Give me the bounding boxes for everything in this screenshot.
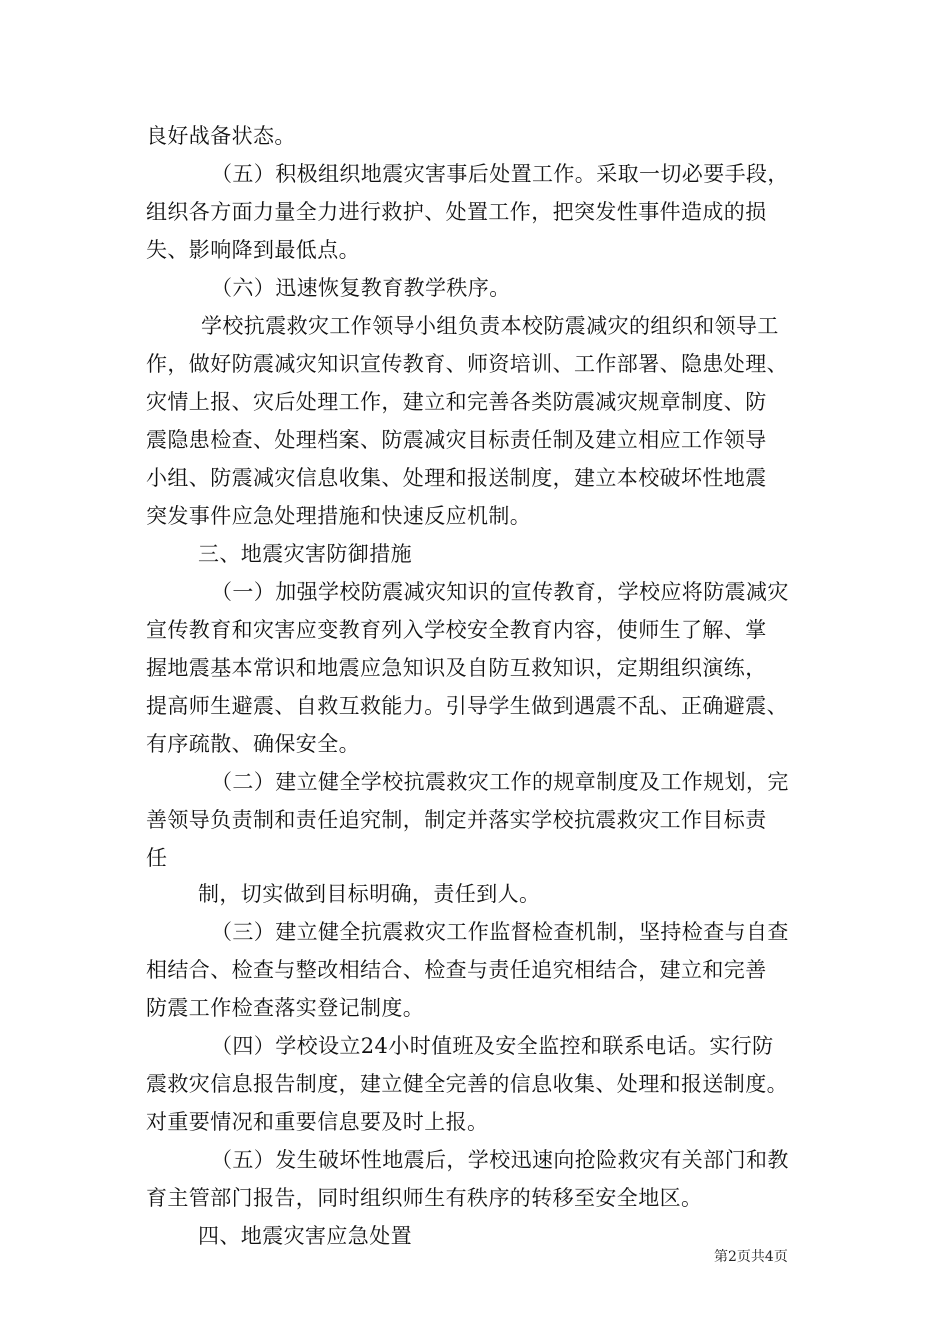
text-line: 防震工作检查落实登记制度。 xyxy=(146,996,425,1020)
text-line: 制，切实做到目标明确，责任到人。 xyxy=(198,882,541,906)
text-line: 有序疏散、确保安全。 xyxy=(146,732,360,756)
text-line: 握地震基本常识和地震应急知识及自防互救知识，定期组织演练， xyxy=(146,656,767,680)
text-line: （六）迅速恢复教育教学秩序。 xyxy=(211,276,511,300)
page-number: 第2页共4页 xyxy=(714,1249,788,1265)
text-line: 灾情上报、灾后处理工作，建立和完善各类防震减灾规章制度、防 xyxy=(146,390,767,414)
text-line: 小组、防震减灾信息收集、处理和报送制度，建立本校破坏性地震 xyxy=(146,466,767,490)
section-heading: 四、地震灾害应急处置 xyxy=(198,1224,412,1248)
text-line: 失、影响降到最低点。 xyxy=(146,238,360,262)
text-line: （四）学校设立24小时值班及安全监控和联系电话。实行防 xyxy=(211,1034,774,1058)
text-line: 任 xyxy=(146,846,168,870)
text-line: 突发事件应急处理措施和快速反应机制。 xyxy=(146,504,532,528)
text-line: 善领导负责制和责任追究制，制定并落实学校抗震救灾工作目标责 xyxy=(146,808,767,832)
text-line: 相结合、检查与整改相结合、检查与责任追究相结合，建立和完善 xyxy=(146,958,767,982)
text-line: （五）积极组织地震灾害事后处置工作。采取一切必要手段， xyxy=(211,162,789,186)
text-line: 良好战备状态。 xyxy=(146,124,296,148)
text-line: 组织各方面力量全力进行救护、处置工作，把突发性事件造成的损 xyxy=(146,200,767,224)
text-line: 提高师生避震、自救互救能力。引导学生做到遇震不乱、正确避震、 xyxy=(146,694,788,718)
text-line: （二）建立健全学校抗震救灾工作的规章制度及工作规划，完 xyxy=(211,770,789,794)
text-line: （一）加强学校防震减灾知识的宣传教育，学校应将防震减灾 xyxy=(211,580,789,604)
text-line: 学校抗震救灾工作领导小组负责本校防震减灾的组织和领导工 xyxy=(201,314,779,338)
text-line: 作，做好防震减灾知识宣传教育、师资培训、工作部署、隐患处理、 xyxy=(146,352,788,376)
text-line: （五）发生破坏性地震后，学校迅速向抢险救灾有关部门和教 xyxy=(211,1148,789,1172)
text-line: （三）建立健全抗震救灾工作监督检查机制，坚持检查与自查 xyxy=(211,920,789,944)
text-line: 宣传教育和灾害应变教育列入学校安全教育内容，使师生了解、掌 xyxy=(146,618,767,642)
text-line: 震隐患检查、处理档案、防震减灾目标责任制及建立相应工作领导 xyxy=(146,428,767,452)
section-heading: 三、地震灾害防御措施 xyxy=(198,542,412,566)
text-line: 对重要情况和重要信息要及时上报。 xyxy=(146,1110,489,1134)
text-line: 震救灾信息报告制度，建立健全完善的信息收集、处理和报送制度。 xyxy=(146,1072,788,1096)
text-line: 育主管部门报告，同时组织师生有秩序的转移至安全地区。 xyxy=(146,1186,703,1210)
